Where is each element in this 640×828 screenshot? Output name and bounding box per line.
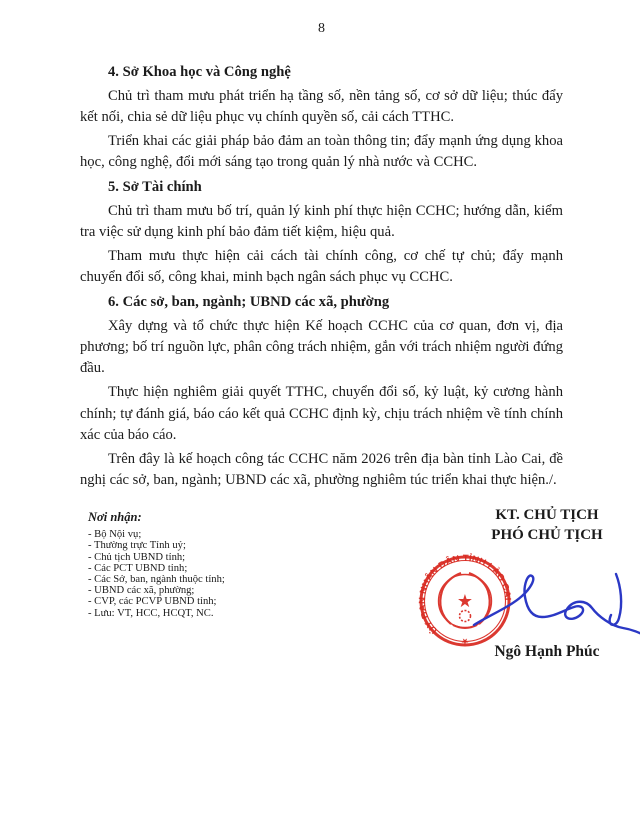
recipient-item: - Các PCT UBND tỉnh; xyxy=(88,562,188,574)
section-4-paragraph-2: Triển khai các giải pháp bảo đảm an toàn thông tin; đẩy mạnh ứng dụng khoa học, công nghệ, đổi mới sáng tạo trong quản lý nhà nước và CCHC. xyxy=(80,132,563,170)
recipient-item: - UBND các xã, phường; xyxy=(88,585,195,597)
section-5-paragraph-2: Tham mưu thực hiện cải cách tài chính công, cơ chế tự chủ; đẩy mạnh chuyển đổi số, công khai, minh bạch ngân sách phục vụ CCHC. xyxy=(80,247,563,286)
seal-ring-text: ỦY BAN NHÂN DÂN TỈNH LÀO CAI xyxy=(416,553,514,637)
recipient-item: - Bộ Nội vụ; xyxy=(88,529,142,541)
recipient-item: - CVP, các PCVP UBND tỉnh; xyxy=(88,596,217,608)
recipient-item: - Thường trực Tỉnh uỷ; xyxy=(88,540,186,552)
section-4-paragraph-1: Chủ trì tham mưu phát triển hạ tầng số, nền tảng số, cơ sở dữ liệu; thúc đẩy kết nối, chia sẻ dữ liệu phục vụ chính quyền số, cải cách TTHC. xyxy=(80,87,563,125)
section-6-paragraph-2: Thực hiện nghiêm giải quyết TTHC, chuyển đổi số, kỷ luật, kỷ cương hành chính; tự đánh giá, báo cáo kết quả CCHC định kỳ, chịu trách nhiệm về tính chính xác của báo cáo. xyxy=(80,384,563,443)
recipients-list xyxy=(88,529,338,619)
seal-star-separator: ★ xyxy=(460,636,470,647)
recipient-item: - Các Sở, ban, ngành thuộc tỉnh; xyxy=(88,574,225,586)
page-number: 8 xyxy=(318,21,325,36)
section-6-paragraph-1: Xây dựng và tổ chức thực hiện Kế hoạch CCHC của cơ quan, đơn vị, địa phương; bố trí nguồn lực, phân công trách nhiệm, gắn với trách nhiệm người đứng đầu. xyxy=(80,317,563,377)
recipients-label: Nơi nhận: xyxy=(88,510,142,525)
section-5-heading: 5. Sở Tài chính xyxy=(108,179,202,196)
section-6-heading: 6. Các sở, ban, ngành; UBND các xã, phường xyxy=(108,294,390,311)
signer-block xyxy=(437,505,640,661)
signer-title-line2: PHÓ CHỦ TỊCH xyxy=(491,527,603,544)
section-4-heading: 4. Sở Khoa học và Công nghệ xyxy=(108,64,291,80)
emblem-star-icon: ★ xyxy=(456,591,474,612)
signer-name: Ngô Hạnh Phúc xyxy=(494,643,600,661)
recipient-item: - Chủ tịch UBND tỉnh; xyxy=(88,551,186,563)
recipients-block xyxy=(88,510,338,619)
signer-title-line1: KT. CHỦ TỊCH xyxy=(495,507,599,524)
section-5-paragraph-1: Chủ trì tham mưu bố trí, quản lý kinh phí thực hiện CCHC; hướng dẫn, kiểm tra việc sử dụng kinh phí bảo đảm tiết kiệm, hiệu quả. xyxy=(80,202,563,240)
signature-footer xyxy=(80,505,603,735)
closing-paragraph: Trên đây là kế hoạch công tác CCHC năm 2026 trên địa bàn tỉnh Lào Cai, đề nghị các sở, ban, ngành; UBND các xã, phường nghiêm túc triển khai thực hiện./. xyxy=(80,450,563,488)
recipient-item: - Lưu: VT, HCC, HCQT, NC. xyxy=(88,607,214,619)
